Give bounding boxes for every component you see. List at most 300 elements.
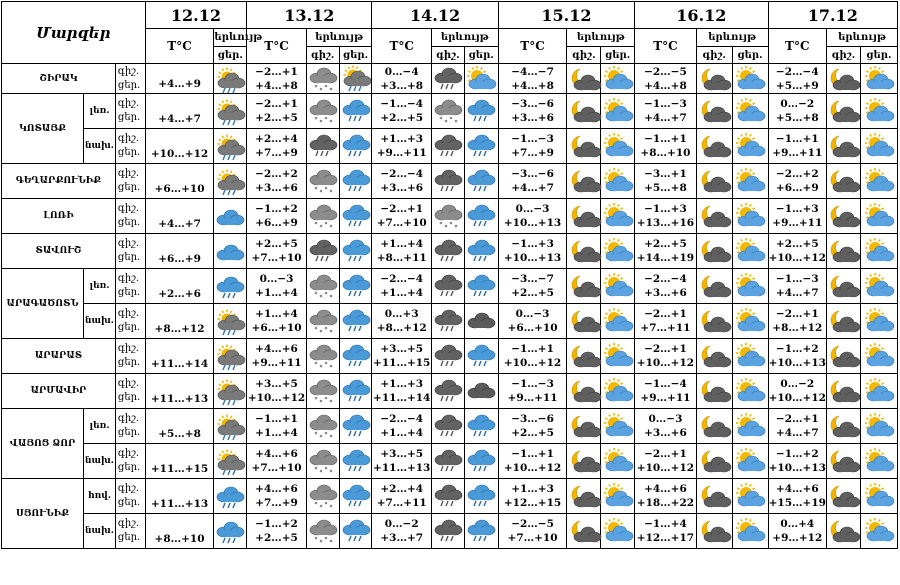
day-label: ցեր. <box>117 322 141 333</box>
sun-behind-cloud-icon <box>732 64 768 94</box>
day-temperature: +7…+10 <box>376 217 427 229</box>
day-label: ցեր. <box>117 497 141 508</box>
blue-cloud-rain-icon <box>214 514 247 549</box>
sun-cloud-rain-icon <box>214 409 247 444</box>
cloud-snow-icon <box>306 269 339 304</box>
blue-cloud-rain-icon <box>464 339 498 374</box>
night-temperature: −2…+1 <box>644 448 687 460</box>
region-name: ԼՈՌԻ <box>2 199 116 234</box>
temperature-cell <box>768 94 826 129</box>
period-labels <box>115 64 145 94</box>
period-labels <box>115 479 145 514</box>
night-temperature: −2…+1 <box>775 413 819 425</box>
night-temperature: −1…+3 <box>511 238 554 250</box>
dark-cloud-rain-icon <box>431 374 464 409</box>
sun-behind-cloud-icon <box>601 479 635 514</box>
night-temperature: −1…+4 <box>644 518 687 530</box>
sun-behind-cloud-icon <box>601 409 635 444</box>
temperature-cell <box>372 479 432 514</box>
moon-cloud-icon <box>567 129 601 164</box>
temperature-cell <box>768 409 826 444</box>
night-temperature: −2…−5 <box>511 518 554 530</box>
forecast-row <box>2 64 898 94</box>
day-temperature: +9…+11 <box>251 357 302 369</box>
date-header: 16.12 <box>635 2 768 29</box>
cloud-snow-icon <box>306 444 339 479</box>
sun-behind-cloud-icon <box>860 514 897 549</box>
day-temperature: +4…+7 <box>775 287 819 299</box>
night-subheader: գիշ. <box>567 47 601 64</box>
moon-cloud-icon <box>696 444 732 479</box>
sun-behind-cloud-icon <box>860 304 897 339</box>
sun-behind-cloud-icon <box>860 94 897 129</box>
temperature-cell <box>635 409 697 444</box>
day-temperature: +3…+7 <box>380 532 424 544</box>
night-temperature: +2…+5 <box>775 238 819 250</box>
day-temperature: +9…+11 <box>772 147 823 159</box>
night-label: գիշ. <box>117 483 139 494</box>
day-subheader: ցեր. <box>732 47 768 64</box>
day-temperature: +1…+4 <box>380 287 424 299</box>
moon-cloud-icon <box>696 234 732 269</box>
night-temperature: −1…+2 <box>255 518 298 530</box>
forecast-row <box>2 164 898 199</box>
blue-cloud-rain-icon <box>339 94 372 129</box>
day-temperature: +3…+6 <box>644 427 687 439</box>
temperature-cell <box>372 64 432 94</box>
day-label: ցեր. <box>117 462 141 473</box>
day-temperature: +3…+6 <box>380 182 424 194</box>
day-temperature: +9…+11 <box>376 147 427 159</box>
phenomenon-header: երևույթ <box>214 29 247 47</box>
day-temperature: +7…+10 <box>251 462 302 474</box>
blue-cloud-rain-icon <box>339 129 372 164</box>
temperature-cell <box>498 94 567 129</box>
blue-cloud-rain-icon <box>339 199 372 234</box>
temperature-cell <box>635 304 697 339</box>
temperature-cell <box>372 94 432 129</box>
temperature-cell <box>247 94 307 129</box>
sun-behind-cloud-icon <box>732 269 768 304</box>
day-label: ցեր. <box>117 532 141 543</box>
night-temperature: −1…−3 <box>644 98 687 110</box>
blue-cloud-icon <box>214 199 247 234</box>
night-temperature: −3…−6 <box>511 168 554 180</box>
moon-cloud-icon <box>567 479 601 514</box>
temperature-cell <box>635 269 697 304</box>
temperature-cell <box>768 164 826 199</box>
night-label: գիշ. <box>117 203 139 214</box>
temperature-cell <box>635 164 697 199</box>
date-header: 13.12 <box>247 2 372 29</box>
sun-behind-cloud-icon <box>464 64 498 94</box>
night-temperature: −1…−4 <box>380 98 424 110</box>
temperature-cell <box>498 269 567 304</box>
blue-cloud-rain-icon <box>339 164 372 199</box>
blue-cloud-rain-icon <box>214 269 247 304</box>
temperature-cell <box>768 269 826 304</box>
moon-cloud-icon <box>827 64 861 94</box>
day-temperature: +9…+11 <box>507 392 558 404</box>
night-temperature: −1…−3 <box>775 273 819 285</box>
night-temperature: −2…−4 <box>644 273 687 285</box>
moon-cloud-icon <box>567 339 601 374</box>
sub-region: լեռ. <box>84 269 116 304</box>
blue-cloud-rain-icon <box>464 444 498 479</box>
moon-cloud-icon <box>827 409 861 444</box>
day-temperature: +8…+12 <box>772 322 823 334</box>
night-temperature: −3…+1 <box>644 168 687 180</box>
night-temperature: 0…−4 <box>384 65 419 78</box>
night-temperature: 0…−2 <box>780 378 815 390</box>
day-temperature: +1…+4 <box>380 427 424 439</box>
sun-behind-cloud-icon <box>601 514 635 549</box>
dark-cloud-rain-icon <box>306 234 339 269</box>
temperature-range: +4…+9 <box>145 64 214 94</box>
day-temperature: +7…+9 <box>511 147 554 159</box>
dark-cloud-rain-icon <box>431 304 464 339</box>
temperature-cell <box>498 164 567 199</box>
temperature-range: +11…+15 <box>145 444 214 479</box>
night-temperature: −1…−4 <box>644 378 687 390</box>
day-temperature: +10…+12 <box>503 462 562 474</box>
blue-cloud-rain-icon <box>214 479 247 514</box>
night-temperature: 0…−3 <box>648 413 683 425</box>
day-label: ցեր. <box>117 217 141 228</box>
day-temperature: +18…+22 <box>636 497 695 509</box>
blue-cloud-rain-icon <box>339 479 372 514</box>
moon-cloud-icon <box>696 304 732 339</box>
dark-cloud-rain-icon <box>431 339 464 374</box>
period-labels <box>115 514 145 549</box>
temperature-cell <box>635 94 697 129</box>
day-temperature: +10…+12 <box>636 357 695 369</box>
moon-cloud-icon <box>827 269 861 304</box>
night-temperature: +1…+4 <box>380 238 424 250</box>
period-labels <box>115 444 145 479</box>
night-temperature: −2…+2 <box>775 168 819 180</box>
temperature-cell <box>498 199 567 234</box>
sun-behind-cloud-icon <box>732 374 768 409</box>
temperature-cell <box>768 129 826 164</box>
moon-cloud-icon <box>567 374 601 409</box>
night-temperature: 0…−2 <box>780 98 815 110</box>
moon-cloud-icon <box>567 409 601 444</box>
temperature-cell <box>768 234 826 269</box>
region-name: ԳԵՂԱՐՔՈՒՆԻՔ <box>2 164 116 199</box>
night-label: գիշ. <box>117 168 139 179</box>
cloud-snow-icon <box>306 199 339 234</box>
sun-behind-cloud-icon <box>860 374 897 409</box>
night-temperature: −1…+3 <box>775 203 819 215</box>
temperature-cell <box>372 199 432 234</box>
sun-cloud-rain-icon <box>214 444 247 479</box>
blue-cloud-rain-icon <box>339 444 372 479</box>
region-name: ԿՈՏԱՅՔ <box>2 94 84 164</box>
sun-behind-cloud-icon <box>732 94 768 129</box>
night-temperature: 0…−3 <box>515 203 550 215</box>
day-temperature: +7…+11 <box>640 322 691 334</box>
day-label: ցեր. <box>117 112 141 123</box>
forecast-row <box>2 269 898 304</box>
blue-cloud-rain-icon <box>464 234 498 269</box>
moon-cloud-icon <box>827 94 861 129</box>
cloud-snow-icon <box>306 164 339 199</box>
sun-behind-cloud-icon <box>860 129 897 164</box>
day-temperature: +10…+12 <box>636 462 695 474</box>
night-label: գիշ. <box>117 273 139 284</box>
moon-cloud-icon <box>696 339 732 374</box>
day-temperature: +2…+5 <box>380 112 424 124</box>
cloud-snow-icon <box>306 374 339 409</box>
sun-behind-cloud-icon <box>732 199 768 234</box>
moon-cloud-icon <box>827 199 861 234</box>
moon-cloud-icon <box>827 129 861 164</box>
day-label: ցեր. <box>117 392 141 403</box>
day-temperature: +6…+9 <box>775 182 819 194</box>
night-temperature: −1…+2 <box>255 203 298 215</box>
night-temperature: 0…+3 <box>384 308 419 320</box>
temperature-cell <box>498 64 567 94</box>
forecast-row <box>2 94 898 129</box>
night-temperature: −2…+1 <box>255 98 298 110</box>
blue-cloud-rain-icon <box>339 374 372 409</box>
moon-cloud-icon <box>696 199 732 234</box>
sub-region: նախ. <box>84 304 116 339</box>
day-label: ցեր. <box>117 182 141 193</box>
temperature-cell <box>498 129 567 164</box>
night-temperature: +1…+3 <box>380 133 424 145</box>
temperature-cell <box>247 374 307 409</box>
night-label: գիշ. <box>117 413 139 424</box>
temperature-cell <box>498 409 567 444</box>
date-header: 12.12 <box>145 2 247 29</box>
temperature-cell <box>372 129 432 164</box>
night-temperature: −1…+1 <box>775 133 819 145</box>
temperature-cell <box>635 479 697 514</box>
night-temperature: −4…−7 <box>511 65 554 78</box>
night-temperature: −1…+1 <box>511 448 554 460</box>
night-temperature: +2…+4 <box>380 483 424 495</box>
temperature-cell <box>635 514 697 549</box>
period-labels <box>115 164 145 199</box>
day-temperature: +3…+6 <box>255 182 298 194</box>
temp-header: T°C <box>768 29 826 64</box>
night-temperature: +2…+5 <box>255 238 298 250</box>
night-temperature: −2…−4 <box>380 273 424 285</box>
temperature-range: +4…+7 <box>145 199 214 234</box>
night-temperature: −2…+2 <box>255 168 298 180</box>
day-temperature: +7…+9 <box>255 147 298 159</box>
day-temperature: +1…+4 <box>255 427 298 439</box>
day-temperature: +4…+8 <box>511 79 554 92</box>
temperature-cell <box>247 479 307 514</box>
night-temperature: −2…+1 <box>644 343 687 355</box>
day-temperature: +5…+8 <box>775 112 819 124</box>
forecast-body <box>2 64 898 549</box>
temperature-cell <box>768 444 826 479</box>
cloud-snow-icon <box>306 64 339 94</box>
day-temperature: +11…+15 <box>373 357 431 369</box>
sun-behind-cloud-icon <box>601 129 635 164</box>
forecast-table <box>1 1 898 549</box>
temperature-cell <box>635 444 697 479</box>
temperature-range: +10…+12 <box>145 129 214 164</box>
moon-cloud-icon <box>696 409 732 444</box>
temperature-cell <box>372 234 432 269</box>
day-temperature: +15…+19 <box>768 497 826 509</box>
temperature-cell <box>247 339 307 374</box>
temperature-cell <box>247 199 307 234</box>
sun-behind-cloud-icon <box>732 514 768 549</box>
night-temperature: −1…+1 <box>255 413 298 425</box>
temperature-cell <box>247 409 307 444</box>
moon-cloud-icon <box>827 304 861 339</box>
blue-cloud-rain-icon <box>339 304 372 339</box>
day-temperature: +2…+5 <box>511 287 554 299</box>
forecast-row <box>2 234 898 269</box>
dark-cloud-rain-icon <box>431 129 464 164</box>
sub-region: հով. <box>84 479 116 514</box>
day-temperature: +3…+6 <box>644 287 687 299</box>
night-label: գիշ. <box>117 65 139 77</box>
temperature-cell <box>247 269 307 304</box>
temperature-cell <box>247 514 307 549</box>
temperature-cell <box>768 304 826 339</box>
moon-cloud-icon <box>696 164 732 199</box>
blue-cloud-rain-icon <box>339 234 372 269</box>
moon-cloud-icon <box>567 199 601 234</box>
day-temperature: +1…+4 <box>255 287 298 299</box>
night-temperature: 0…−3 <box>259 273 294 285</box>
sun-behind-cloud-icon <box>860 409 897 444</box>
cloud-snow-icon <box>306 94 339 129</box>
day-temperature: +2…+5 <box>255 532 298 544</box>
moon-cloud-icon <box>567 234 601 269</box>
night-temperature: −1…+1 <box>644 133 687 145</box>
phenomenon-header: երևույթ <box>567 29 635 47</box>
cloud-snow-icon <box>306 409 339 444</box>
period-labels <box>115 199 145 234</box>
day-temperature: +5…+8 <box>644 182 687 194</box>
temperature-cell <box>635 64 697 94</box>
day-temperature: +10…+13 <box>503 252 562 264</box>
day-temperature: +10…+13 <box>768 357 826 369</box>
day-label: ցեր. <box>117 287 141 298</box>
temperature-cell <box>768 374 826 409</box>
sun-behind-cloud-icon <box>732 444 768 479</box>
night-temperature: −3…−6 <box>511 413 554 425</box>
region-name: ՍՅՈՒՆԻՔ <box>2 479 84 549</box>
temp-header: T°C <box>372 29 432 64</box>
sun-cloud-rain-icon <box>214 164 247 199</box>
day-subheader: ցեր. <box>214 47 247 64</box>
temperature-cell <box>498 374 567 409</box>
moon-cloud-icon <box>827 339 861 374</box>
temperature-cell <box>498 304 567 339</box>
blue-cloud-rain-icon <box>464 199 498 234</box>
night-temperature: +1…+3 <box>380 378 424 390</box>
phenomenon-header: երևույթ <box>696 29 768 47</box>
day-temperature: +3…+6 <box>511 112 554 124</box>
sun-behind-cloud-icon <box>601 269 635 304</box>
night-label: գիշ. <box>117 308 139 319</box>
night-temperature: −2…−5 <box>644 65 687 78</box>
day-temperature: +11…+14 <box>373 392 431 404</box>
period-labels <box>115 129 145 164</box>
temperature-range: +8…+12 <box>145 304 214 339</box>
dark-cloud-icon <box>464 304 498 339</box>
period-labels <box>115 374 145 409</box>
day-temperature: +4…+8 <box>644 79 687 92</box>
temperature-cell <box>372 339 432 374</box>
temperature-range: +8…+10 <box>145 514 214 549</box>
sun-behind-cloud-icon <box>732 234 768 269</box>
night-temperature: −1…+3 <box>644 203 687 215</box>
period-labels <box>115 339 145 374</box>
day-subheader: ցեր. <box>601 47 635 64</box>
cloud-snow-icon <box>306 304 339 339</box>
night-temperature: −2…−4 <box>775 65 819 78</box>
day-temperature: +5…+9 <box>775 79 819 92</box>
day-label: ցեր. <box>117 147 141 158</box>
temp-header: T°C <box>635 29 697 64</box>
day-temperature: +10…+13 <box>503 217 562 229</box>
night-temperature: +1…+4 <box>255 308 298 320</box>
forecast-row <box>2 479 898 514</box>
temperature-cell <box>768 514 826 549</box>
sun-behind-cloud-icon <box>860 234 897 269</box>
night-temperature: −1…−3 <box>511 378 554 390</box>
temperature-cell <box>247 129 307 164</box>
night-temperature: +4…+6 <box>255 448 298 460</box>
night-temperature: −2…+1 <box>255 65 298 78</box>
temperature-cell <box>768 339 826 374</box>
temperature-range: +11…+14 <box>145 339 214 374</box>
day-temperature: +13…+16 <box>636 217 695 229</box>
night-temperature: −2…+1 <box>644 308 687 320</box>
cloud-snow-icon <box>306 479 339 514</box>
night-temperature: +2…+4 <box>255 133 298 145</box>
forecast-row <box>2 129 898 164</box>
region-name: ԱՐՄԱՎԻՐ <box>2 374 116 409</box>
sub-region: լեռ. <box>84 409 116 444</box>
night-temperature: −3…−7 <box>511 273 554 285</box>
moon-cloud-icon <box>567 514 601 549</box>
day-temperature: +2…+5 <box>255 112 298 124</box>
temperature-cell <box>247 234 307 269</box>
moon-cloud-icon <box>696 479 732 514</box>
sub-region: նախ. <box>84 129 116 164</box>
night-temperature: −3…−6 <box>511 98 554 110</box>
temperature-cell <box>247 164 307 199</box>
cloud-snow-icon <box>306 339 339 374</box>
temperature-range: +6…+10 <box>145 164 214 199</box>
day-temperature: +9…+11 <box>640 392 691 404</box>
night-label: գիշ. <box>117 98 139 109</box>
sun-behind-cloud-icon <box>860 164 897 199</box>
sun-behind-cloud-icon <box>601 339 635 374</box>
day-temperature: +8…+12 <box>376 322 427 334</box>
moon-cloud-icon <box>567 164 601 199</box>
temperature-cell <box>635 374 697 409</box>
sub-region: նախ. <box>84 444 116 479</box>
temperature-range: +4…+7 <box>145 94 214 129</box>
phenomenon-header: երևույթ <box>827 29 898 47</box>
night-temperature: +4…+6 <box>255 483 298 495</box>
moon-cloud-icon <box>696 269 732 304</box>
date-header: 14.12 <box>372 2 498 29</box>
